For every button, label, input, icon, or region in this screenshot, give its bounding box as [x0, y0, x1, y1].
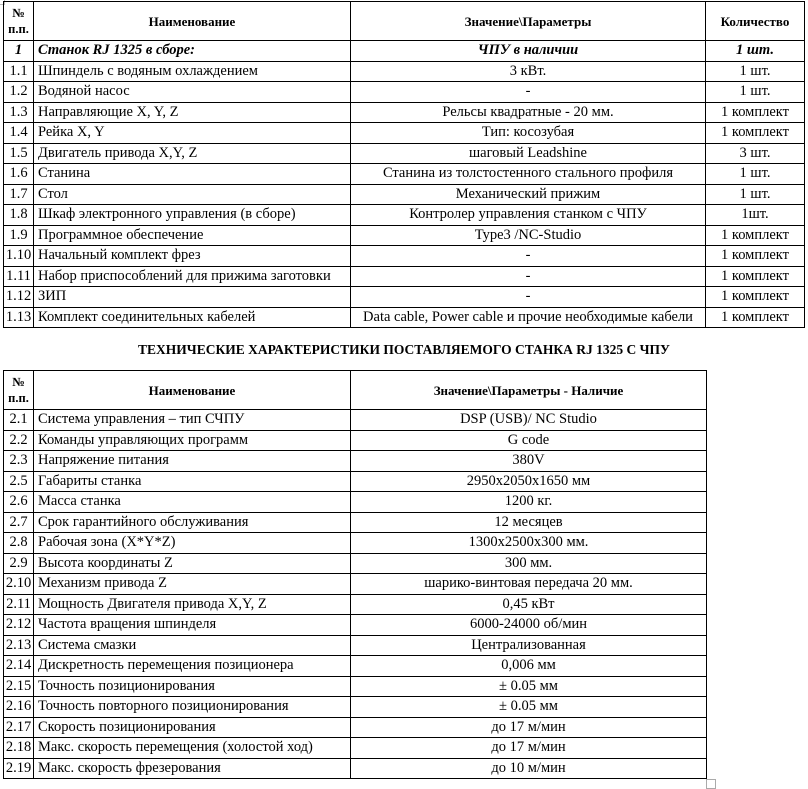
cell-value: Data cable, Power cable и прочие необходимые кабели: [351, 307, 706, 328]
cell-value: DSP (USB)/ NC Studio: [351, 410, 707, 431]
cell-number: 1.8: [4, 205, 34, 226]
cell-value: 0,006 мм: [351, 656, 707, 677]
header-number: № п.п.: [4, 371, 34, 410]
table-row: [4, 287, 805, 308]
cell-number: 1.1: [4, 61, 34, 82]
cell-name: Рабочая зона (X*Y*Z): [34, 533, 351, 554]
cell-value: Type3 /NC-Studio: [351, 225, 706, 246]
cell-name: Скорость позиционирования: [34, 717, 351, 738]
cell-name: Макс. скорость фрезерования: [34, 758, 351, 779]
cell-name: Двигатель привода X,Y, Z: [34, 143, 351, 164]
cell-number: 1: [4, 41, 34, 62]
header-value: Значение\Параметры - Наличие: [351, 371, 707, 410]
cell-name: Станина: [34, 164, 351, 185]
cell-number: 2.17: [4, 717, 34, 738]
header-number: № п.п.: [4, 2, 34, 41]
cell-number: 2.1: [4, 410, 34, 431]
equipment-set-table: [3, 1, 805, 328]
cell-name: Макс. скорость перемещения (холостой ход): [34, 738, 351, 759]
table-row: [4, 574, 707, 595]
technical-specs-table: [3, 370, 707, 779]
cell-value: ЧПУ в наличии: [351, 41, 706, 62]
cell-name: Напряжение питания: [34, 451, 351, 472]
table-resize-handle[interactable]: [706, 779, 716, 789]
specs-section-title: ТЕХНИЧЕСКИЕ ХАРАКТЕРИСТИКИ ПОСТАВЛЯЕМОГО СТАНКА RJ 1325 С ЧПУ: [138, 342, 670, 357]
cell-value: шарико-винтовая передача 20 мм.: [351, 574, 707, 595]
cell-value: Станина из толстостенного стального профиля: [351, 164, 706, 185]
table-row: [4, 82, 805, 103]
cell-number: 2.16: [4, 697, 34, 718]
cell-name: Рейка X, Y: [34, 123, 351, 144]
cell-name: Система смазки: [34, 635, 351, 656]
cell-name: Набор приспособлений для прижима заготовки: [34, 266, 351, 287]
table-row: [4, 717, 707, 738]
cell-name: Срок гарантийного обслуживания: [34, 512, 351, 533]
cell-name: Шпиндель с водяным охлаждением: [34, 61, 351, 82]
header-quantity: Количество: [706, 2, 805, 41]
cell-number: 1.6: [4, 164, 34, 185]
cell-number: 2.18: [4, 738, 34, 759]
cell-value: -: [351, 246, 706, 267]
cell-name: Масса станка: [34, 492, 351, 513]
table-row: [4, 676, 707, 697]
table-row: [4, 205, 805, 226]
cell-number: 2.5: [4, 471, 34, 492]
table-row: [4, 697, 707, 718]
cell-number: 2.6: [4, 492, 34, 513]
cell-quantity: 1 шт.: [706, 61, 805, 82]
cell-quantity: 1 шт.: [706, 41, 805, 62]
table-row: [4, 143, 805, 164]
cell-name: Габариты станка: [34, 471, 351, 492]
cell-number: 2.2: [4, 430, 34, 451]
cell-number: 1.10: [4, 246, 34, 267]
cell-value: 0,45 кВт: [351, 594, 707, 615]
table-header-row: [4, 2, 805, 41]
cell-quantity: 1шт.: [706, 205, 805, 226]
cell-value: 12 месяцев: [351, 512, 707, 533]
cell-name: Высота координаты Z: [34, 553, 351, 574]
cell-number: 1.7: [4, 184, 34, 205]
header-name: Наименование: [34, 371, 351, 410]
table-row: [4, 656, 707, 677]
table-row: [4, 184, 805, 205]
cell-number: 2.8: [4, 533, 34, 554]
cell-quantity: 1 комплект: [706, 123, 805, 144]
cell-number: 2.12: [4, 615, 34, 636]
table-row: [4, 410, 707, 431]
cell-number: 2.3: [4, 451, 34, 472]
cell-quantity: 1 комплект: [706, 287, 805, 308]
cell-quantity: 1 шт.: [706, 164, 805, 185]
cell-number: 2.10: [4, 574, 34, 595]
cell-name: Механизм привода Z: [34, 574, 351, 595]
cell-value: до 17 м/мин: [351, 738, 707, 759]
cell-name: Точность повторного позиционирования: [34, 697, 351, 718]
cell-name: Комплект соединительных кабелей: [34, 307, 351, 328]
cell-number: 2.15: [4, 676, 34, 697]
cell-value: Тип: косозубая: [351, 123, 706, 144]
table-row: [4, 451, 707, 472]
cell-name: Команды управляющих программ: [34, 430, 351, 451]
cell-name: Дискретность перемещения позиционера: [34, 656, 351, 677]
table-row: [4, 430, 707, 451]
cell-name: Система управления – тип СЧПУ: [34, 410, 351, 431]
cell-value: 300 мм.: [351, 553, 707, 574]
cell-value: -: [351, 82, 706, 103]
table-row: [4, 758, 707, 779]
cell-number: 1.13: [4, 307, 34, 328]
table-row: [4, 225, 805, 246]
table-row: [4, 635, 707, 656]
cell-value: до 17 м/мин: [351, 717, 707, 738]
cell-value: G code: [351, 430, 707, 451]
cell-number: 2.7: [4, 512, 34, 533]
cell-quantity: 1 комплект: [706, 225, 805, 246]
cell-quantity: 1 комплект: [706, 266, 805, 287]
table-row: [4, 307, 805, 328]
table-row: [4, 266, 805, 287]
table-row: [4, 512, 707, 533]
cell-name: Станок RJ 1325 в сборе:: [34, 41, 351, 62]
cell-value: ± 0.05 мм: [351, 697, 707, 718]
cell-number: 2.9: [4, 553, 34, 574]
table-row: [4, 246, 805, 267]
cell-value: -: [351, 287, 706, 308]
cell-value: Рельсы квадратные - 20 мм.: [351, 102, 706, 123]
cell-quantity: 1 комплект: [706, 246, 805, 267]
cell-value: Механический прижим: [351, 184, 706, 205]
cell-name: Программное обеспечение: [34, 225, 351, 246]
group-row: [4, 41, 805, 62]
cell-value: -: [351, 266, 706, 287]
table-row: [4, 164, 805, 185]
header-name: Наименование: [34, 2, 351, 41]
table-row: [4, 533, 707, 554]
cell-number: 2.19: [4, 758, 34, 779]
cell-quantity: 1 шт.: [706, 82, 805, 103]
header-value: Значение\Параметры: [351, 2, 706, 41]
cell-value: Централизованная: [351, 635, 707, 656]
cell-name: Стол: [34, 184, 351, 205]
table-row: [4, 471, 707, 492]
cell-name: Шкаф электронного управления (в сборе): [34, 205, 351, 226]
table-row: [4, 615, 707, 636]
table-row: [4, 123, 805, 144]
cell-name: Точность позиционирования: [34, 676, 351, 697]
cell-number: 1.4: [4, 123, 34, 144]
cell-number: 1.12: [4, 287, 34, 308]
cell-value: шаговый Leadshine: [351, 143, 706, 164]
cell-quantity: 1 комплект: [706, 307, 805, 328]
cell-quantity: 1 комплект: [706, 102, 805, 123]
cell-number: 2.13: [4, 635, 34, 656]
cell-value: ± 0.05 мм: [351, 676, 707, 697]
cell-number: 1.3: [4, 102, 34, 123]
cell-name: ЗИП: [34, 287, 351, 308]
table-row: [4, 492, 707, 513]
cell-value: 6000-24000 об/мин: [351, 615, 707, 636]
cell-number: 1.2: [4, 82, 34, 103]
cell-value: 2950x2050x1650 мм: [351, 471, 707, 492]
table-header-row: [4, 371, 707, 410]
cell-number: 1.9: [4, 225, 34, 246]
table-row: [4, 553, 707, 574]
table-row: [4, 61, 805, 82]
cell-name: Водяной насос: [34, 82, 351, 103]
cell-number: 2.11: [4, 594, 34, 615]
cell-value: 380V: [351, 451, 707, 472]
cell-quantity: 1 шт.: [706, 184, 805, 205]
table-row: [4, 594, 707, 615]
cell-number: 1.5: [4, 143, 34, 164]
cell-name: Частота вращения шпинделя: [34, 615, 351, 636]
cell-name: Начальный комплект фрез: [34, 246, 351, 267]
cell-value: 3 кВт.: [351, 61, 706, 82]
cell-name: Мощность Двигателя привода X,Y, Z: [34, 594, 351, 615]
cell-value: 1200 кг.: [351, 492, 707, 513]
cell-value: до 10 м/мин: [351, 758, 707, 779]
cell-number: 2.14: [4, 656, 34, 677]
table-row: [4, 102, 805, 123]
cell-number: 1.11: [4, 266, 34, 287]
cell-name: Направляющие X, Y, Z: [34, 102, 351, 123]
table-row: [4, 738, 707, 759]
cell-value: Контролер управления станком с ЧПУ: [351, 205, 706, 226]
cell-value: 1300x2500x300 мм.: [351, 533, 707, 554]
cell-quantity: 3 шт.: [706, 143, 805, 164]
